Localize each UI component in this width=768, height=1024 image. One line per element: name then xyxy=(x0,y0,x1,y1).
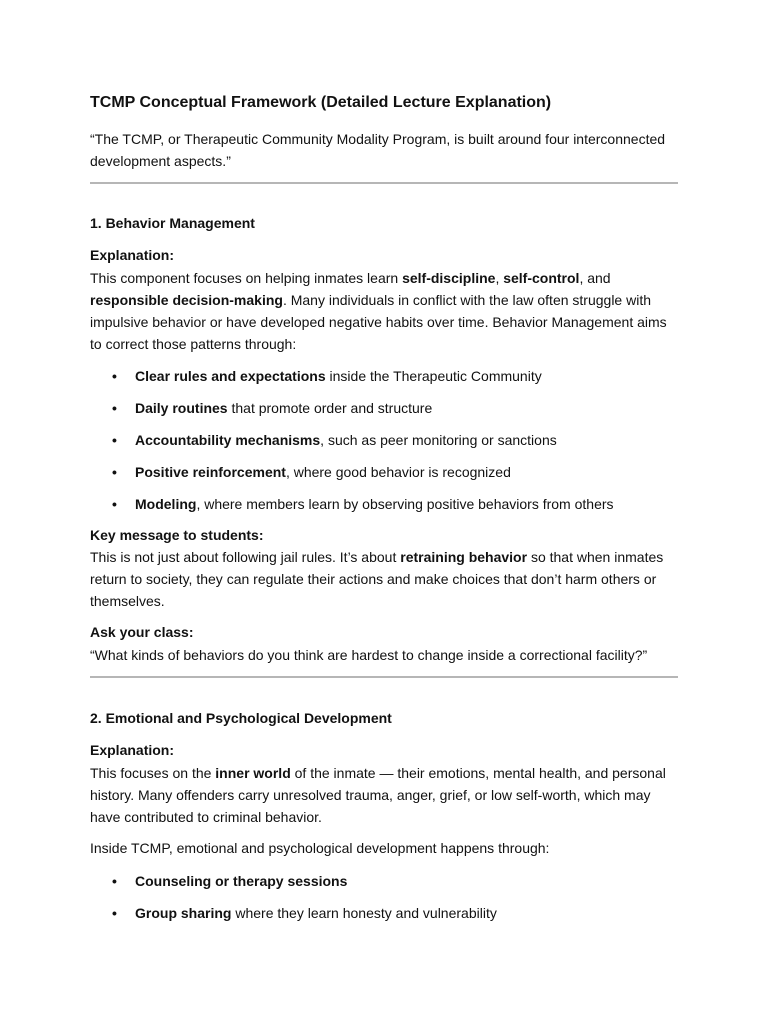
paragraph-text: of the inmate — their emotions, mental health, and personal history. Many offenders carry unresolved trauma, anger, grief, or low self-worth, which may have contributed to criminal behavior. xyxy=(90,765,666,825)
list-item-bold: Clear rules and expectations xyxy=(135,368,326,384)
intro-paragraph: Inside TCMP, emotional and psychological development happens through: xyxy=(90,840,550,856)
paragraph-text: This focuses on the xyxy=(90,765,216,781)
bullet-icon: • xyxy=(112,873,117,889)
key-message-label: Key message to students: xyxy=(90,527,264,543)
ask-class-label: Ask your class: xyxy=(90,624,194,640)
bullet-icon: • xyxy=(112,432,117,448)
paragraph-text: This component focuses on helping inmates learn xyxy=(90,270,403,286)
list-item-text: inside the Therapeutic Community xyxy=(325,368,542,384)
section-heading-emotional-development: 2. Emotional and Psychological Development xyxy=(90,710,392,726)
explanation-label: Explanation: xyxy=(90,247,175,263)
emphasis-text: inner world xyxy=(215,765,291,781)
paragraph-text: This is not just about following jail rules. It’s about xyxy=(90,549,401,565)
explanation-paragraph xyxy=(90,267,680,355)
explanation-paragraph xyxy=(90,762,680,828)
list-item-bold: Group sharing xyxy=(135,905,232,921)
emphasis-text: self-control xyxy=(503,270,580,286)
list-item-bold: Modeling xyxy=(135,496,197,512)
paragraph-text: . Many individuals in conflict with the law often struggle with impulsive behavior or have developed negative habits over time. Behavior Management aims to correct those patterns through: xyxy=(90,292,667,352)
emphasis-text: responsible decision-making xyxy=(90,292,283,308)
list-item-bold: Positive reinforcement xyxy=(135,464,286,480)
section-divider xyxy=(90,182,678,184)
list-item-bold: Accountability mechanisms xyxy=(135,432,321,448)
ask-class-question: “What kinds of behaviors do you think are hardest to change inside a correctional facility?” xyxy=(90,647,648,663)
emphasis-text: self-discipline xyxy=(402,270,496,286)
list-item-text: , such as peer monitoring or sanctions xyxy=(320,432,557,448)
document-title: TCMP Conceptual Framework (Detailed Lecture Explanation) xyxy=(90,94,552,111)
bullet-icon: • xyxy=(112,905,117,921)
list-item-bold: Counseling or therapy sessions xyxy=(135,873,348,889)
paragraph-text: , xyxy=(495,270,504,286)
list-item-text: where they learn honesty and vulnerability xyxy=(231,905,497,921)
paragraph-text: so that when inmates return to society, they can regulate their actions and make choices that don’t harm others or themselves. xyxy=(90,549,664,609)
section-heading-behavior-management: 1. Behavior Management xyxy=(90,215,255,231)
intro-quote: “The TCMP, or Therapeutic Community Modality Program, is built around four interconnected development aspects.” xyxy=(90,131,666,169)
list-item-text: that promote order and structure xyxy=(227,400,433,416)
list-item-text: , where good behavior is recognized xyxy=(285,464,511,480)
list-item-bold: Daily routines xyxy=(135,400,228,416)
section-divider xyxy=(90,676,678,678)
bullet-icon: • xyxy=(112,368,117,384)
paragraph-text: , and xyxy=(579,270,611,286)
bullet-icon: • xyxy=(112,496,117,512)
bullet-icon: • xyxy=(112,464,117,480)
key-message-paragraph xyxy=(90,546,680,612)
bullet-icon: • xyxy=(112,400,117,416)
explanation-label: Explanation: xyxy=(90,742,175,758)
list-item-text: , where members learn by observing positive behaviors from others xyxy=(196,496,614,512)
emphasis-text: retraining behavior xyxy=(400,549,528,565)
